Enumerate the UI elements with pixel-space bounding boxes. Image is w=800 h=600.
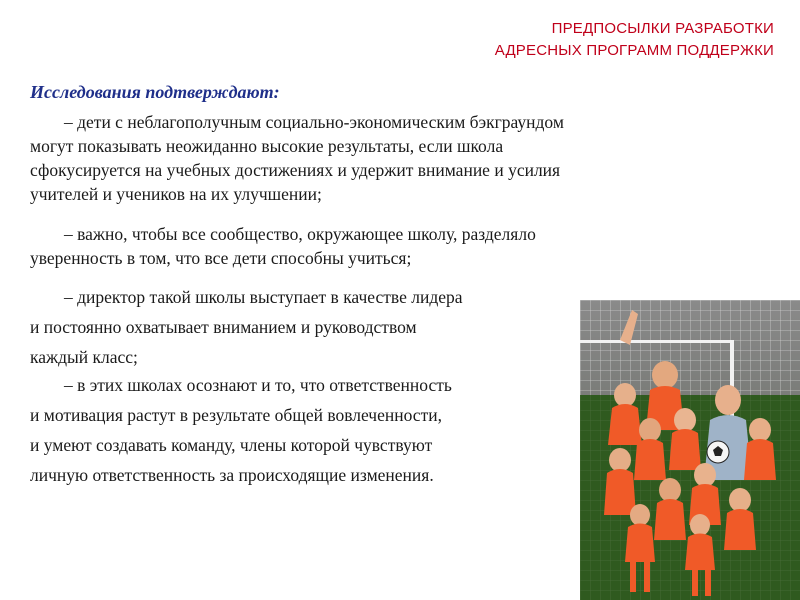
point-3 (30, 282, 463, 372)
point-line: личную ответственность за происходящие изменения. (30, 465, 434, 485)
point-line: – в этих школах осознают и то, что ответственность (64, 375, 452, 395)
point-2 (30, 222, 536, 270)
point-line: сфокусируется на учебных достижениях и удержит внимание и усилия (30, 160, 561, 180)
point-line: уверенность в том, что все дети способны учиться; (30, 248, 412, 268)
point-1 (30, 110, 564, 206)
point-line: учителей и учеников на их улучшении; (30, 184, 322, 204)
point-line: и умеют создавать команду, члены которой чувствуют (30, 435, 433, 455)
point-line: – важно, чтобы все сообщество, окружающее школу, разделяло (64, 224, 536, 244)
point-line: – директор такой школы выступает в качестве лидера (64, 287, 463, 307)
slide-title-line-1: ПРЕДПОСЫЛКИ РАЗРАБОТКИ (551, 20, 774, 37)
point-4 (30, 370, 452, 490)
team-photo (580, 300, 800, 600)
section-heading: Исследования подтверждают: (30, 82, 280, 102)
point-line: – дети с неблагополучным социально-экономическим бэкграундом (64, 112, 564, 132)
point-line: могут показывать неожиданно высокие результаты, если школа (30, 136, 504, 156)
point-line: и постоянно охватывает вниманием и руководством (30, 317, 417, 337)
slide-title (495, 18, 774, 62)
point-line: каждый класс; (30, 347, 138, 367)
point-line: и мотивация растут в результате общей вовлеченности, (30, 405, 442, 425)
slide-title-line-2: АДРЕСНЫХ ПРОГРАММ ПОДДЕРЖКИ (494, 42, 774, 59)
